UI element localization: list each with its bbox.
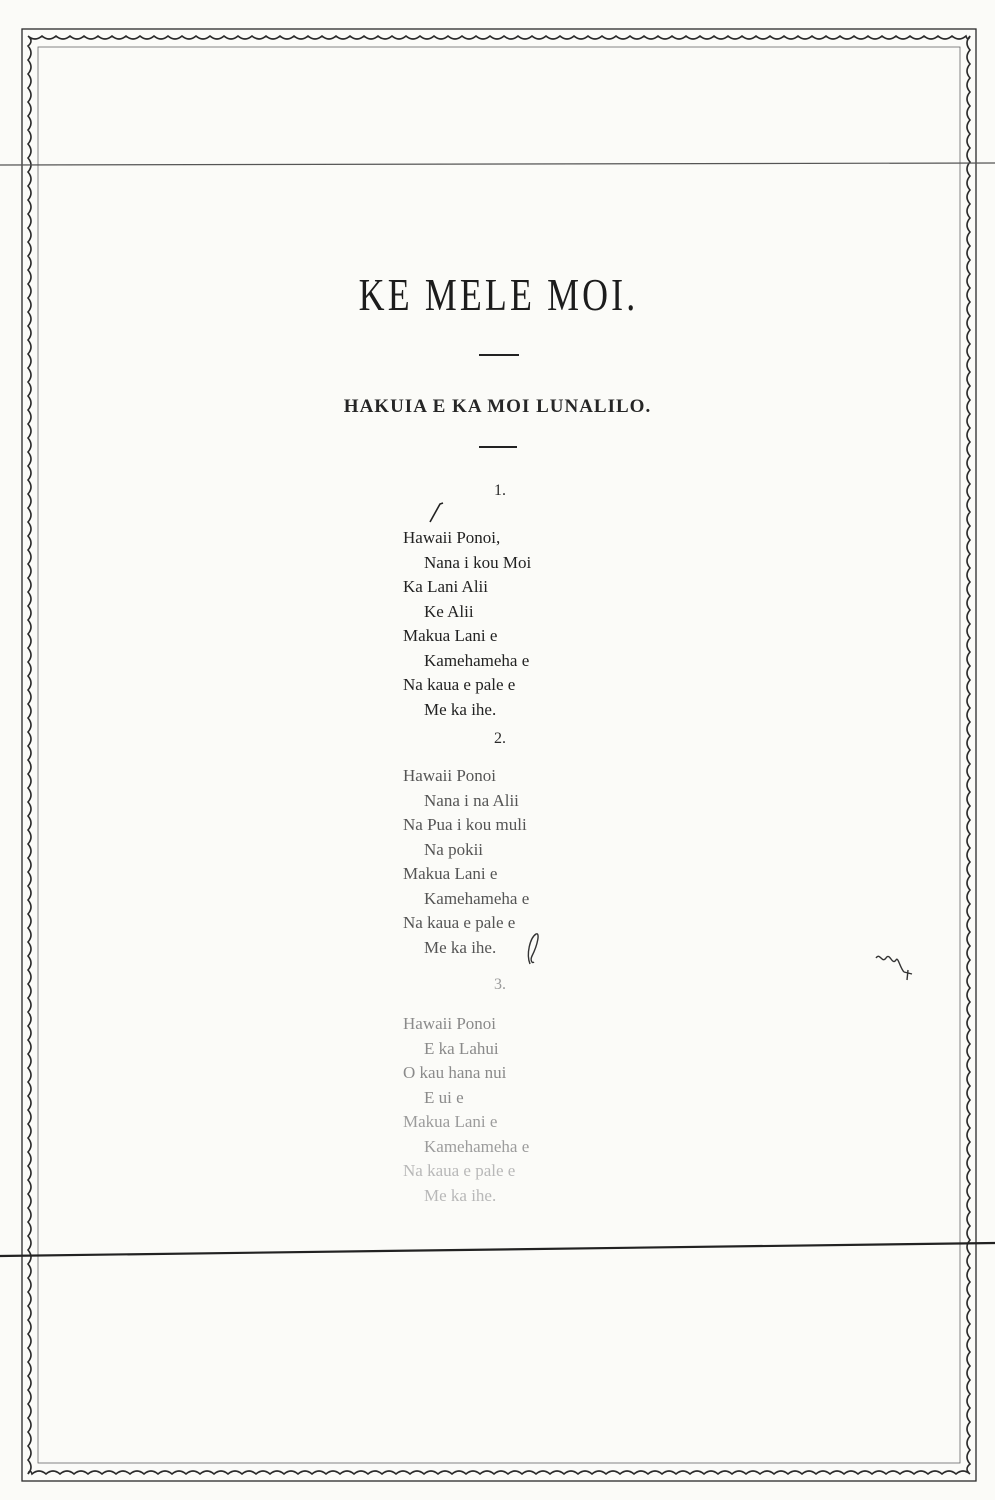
inner-frame-rule — [38, 47, 960, 1463]
verse-1 — [403, 526, 531, 722]
verse-line: Me ka ihe. — [424, 699, 497, 719]
verse-number-2: 2. — [494, 730, 506, 747]
verse-line: Makua Lani e — [403, 626, 498, 645]
verse-line: Makua Lani e — [403, 1112, 498, 1131]
scalloped-frame — [28, 36, 970, 1474]
verse-line: Na kaua e pale e — [403, 1161, 516, 1180]
verse-line: E ui e — [424, 1087, 464, 1107]
verse-line: Na Pua i kou muli — [403, 815, 527, 834]
verse-line: Hawaii Ponoi — [403, 766, 497, 785]
verse-line: Nana i kou Moi — [424, 552, 532, 572]
verse-line: Na kaua e pale e — [403, 675, 516, 694]
verse-line: Ke Alii — [424, 601, 474, 621]
verse-line: Me ka ihe. — [424, 937, 497, 957]
page-subtitle: HAKUIA E KA MOI LUNALILO. — [343, 396, 652, 417]
verse-line: E ka Lahui — [424, 1038, 499, 1058]
title-rule — [479, 354, 519, 356]
verse-line: O kau hana nui — [403, 1063, 507, 1082]
page-title: KE MELE MOI. — [358, 269, 639, 320]
pen-mark-squiggle — [874, 950, 918, 984]
subtitle-rule — [479, 446, 517, 448]
pen-mark-loop — [524, 930, 546, 966]
verse-line: Hawaii Ponoi — [403, 1014, 497, 1033]
verse-line: Kamehameha e — [424, 888, 530, 908]
verse-line: Kamehameha e — [424, 650, 530, 670]
verse-line: Hawaii Ponoi, — [403, 528, 501, 547]
verse-line: Nana i na Alii — [424, 790, 519, 810]
pen-mark-tick — [428, 500, 448, 526]
verse-line: Na kaua e pale e — [403, 913, 516, 932]
verse-line: Na pokii — [424, 839, 484, 859]
verse-number-1: 1. — [494, 482, 506, 499]
outer-frame-rule — [22, 29, 976, 1481]
verse-number-3: 3. — [494, 976, 506, 993]
verse-2 — [403, 764, 529, 960]
verse-3 — [403, 1012, 529, 1208]
verse-line: Makua Lani e — [403, 864, 498, 883]
verse-line: Me ka ihe. — [424, 1185, 497, 1205]
verse-line: Ka Lani Alii — [403, 577, 488, 596]
verse-line: Kamehameha e — [424, 1136, 530, 1156]
